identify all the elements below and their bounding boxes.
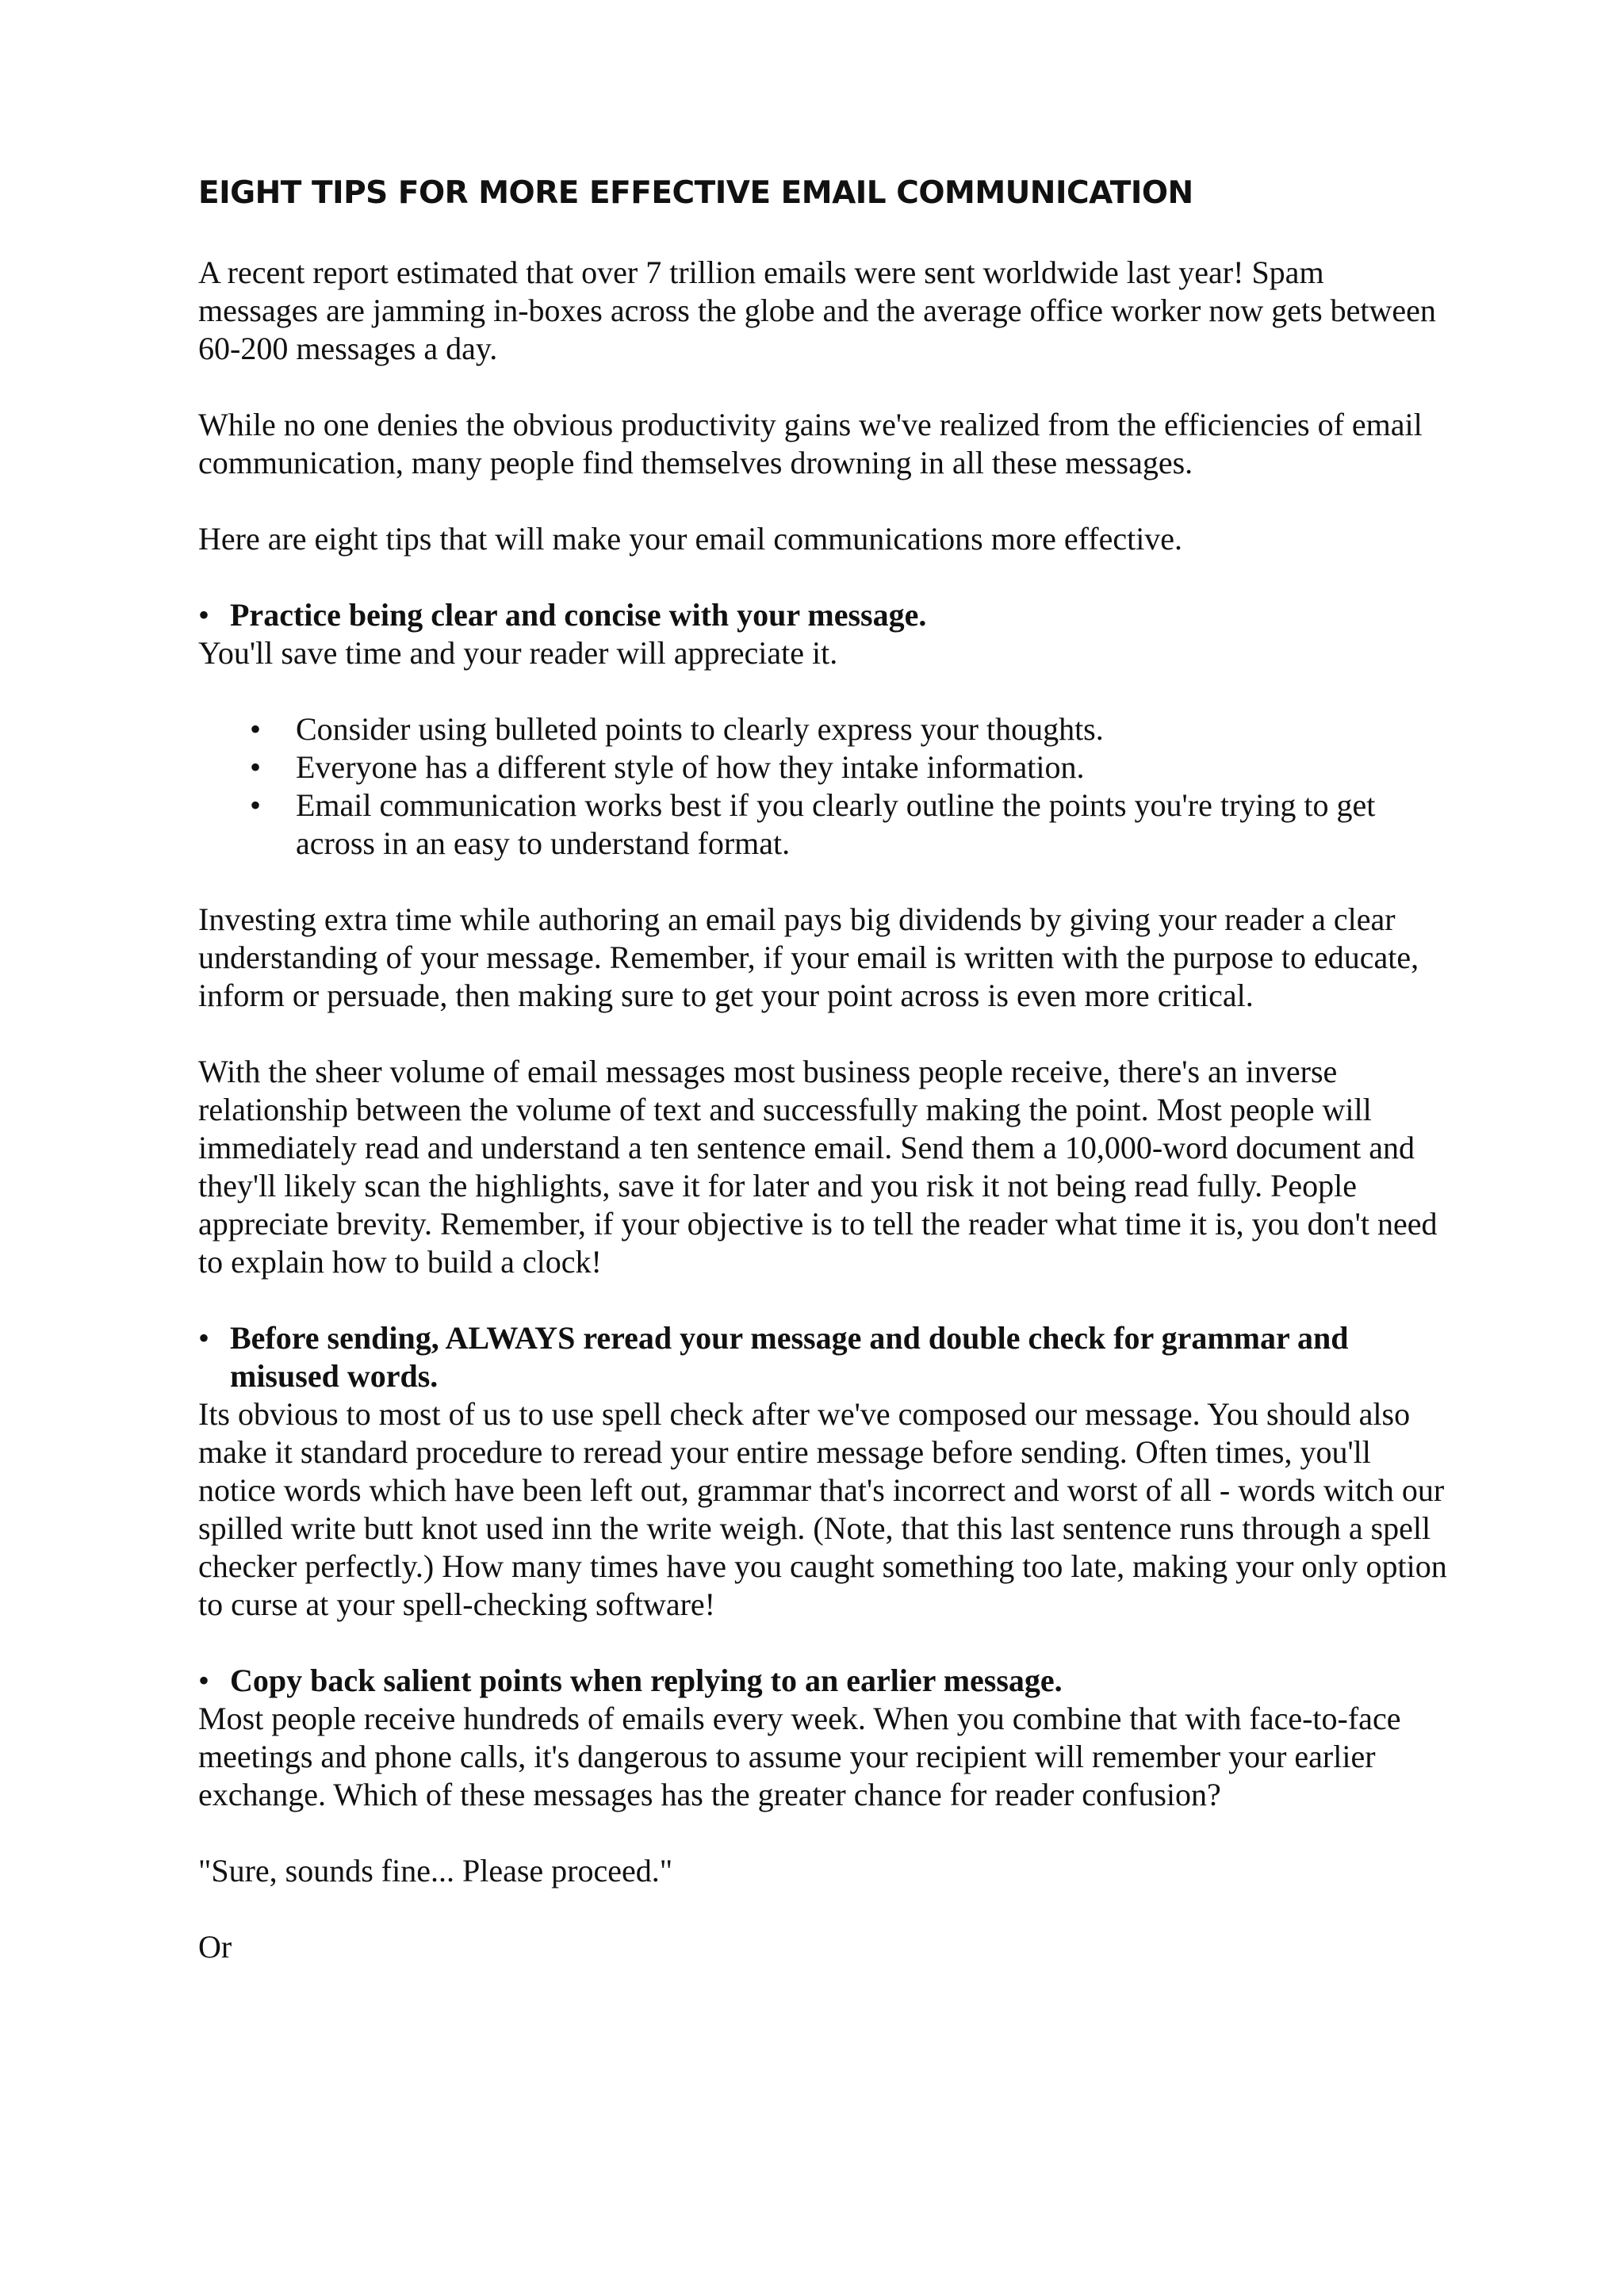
intro-paragraph-2: While no one denies the obvious productivity gains we've realized from the efficiencies of email communication, many people find themselves drowning in all these messages. — [198, 407, 1423, 480]
tip-2-heading-text: Before sending, ALWAYS reread your message and double check for grammar and misused words. — [230, 1320, 1349, 1394]
list-item-text: Consider using bulleted points to clearly express your thoughts. — [296, 711, 1104, 747]
bullet-icon: • — [198, 1663, 210, 1698]
tip-3-body: Most people receive hundreds of emails every week. When you combine that with face-to-face meetings and phone calls, it's dangerous to assume your recipient will remember your earlier exchange. Which of these messages has the greater chance for reader confusion? — [198, 1701, 1401, 1812]
tip-3-heading-text: Copy back salient points when replying to an earlier message. — [230, 1663, 1063, 1698]
tip-1-heading — [198, 596, 1451, 634]
document-title: EIGHT TIPS FOR MORE EFFECTIVE EMAIL COMMUNICATION — [198, 175, 1193, 211]
list-item — [198, 710, 1451, 748]
tip-2-heading — [198, 1319, 1451, 1395]
bullet-icon: • — [198, 1320, 210, 1356]
bullet-icon: • — [250, 787, 262, 823]
tip-1-paragraph-2: With the sheer volume of email messages most business people receive, there's an inverse relationship between the volume of text and successfully making the point. Most people will immediately read and understand a ten sentence email. Send them a 10,000-word document and they'll likely scan the highlights, save it for later and you risk it not being read fully. People appreciate brevity. Remember, if your objective is to tell the reader what time it is, you don't need to explain how to build a clock! — [198, 1054, 1438, 1280]
list-item — [198, 786, 1451, 863]
tip-2-body: Its obvious to most of us to use spell check after we've composed our message. You should also make it standard procedure to reread your entire message before sending. Often times, you'll notice words which have been left out, grammar that's incorrect and worst of all - words witch our spilled write butt knot used inn the write weigh. (Note, that this last sentence runs through a spell checker perfectly.) How many times have you caught something too late, making your only option to curse at your spell-checking software! — [198, 1396, 1447, 1622]
bullet-icon: • — [198, 597, 210, 633]
document-page — [198, 174, 1451, 2004]
tip-3-heading — [198, 1662, 1451, 1700]
tip-1-heading-text: Practice being clear and concise with your message. — [230, 597, 927, 633]
bullet-icon: • — [250, 711, 262, 747]
intro-paragraph-1: A recent report estimated that over 7 trillion emails were sent worldwide last year! Spam messages are jamming in-boxes across the globe and the average office worker now gets between 60-200 messages a day. — [198, 254, 1436, 366]
list-item — [198, 748, 1451, 786]
list-item-text: Email communication works best if you clearly outline the points you're trying to get across in an easy to understand format. — [296, 787, 1376, 861]
bullet-icon: • — [250, 749, 262, 785]
or-text: Or — [198, 1929, 232, 1965]
tip-1-paragraph-1: Investing extra time while authoring an email pays big dividends by giving your reader a clear understanding of your message. Remember, if your email is written with the purpose to educate, inform or persuade, then making sure to get your point across is even more critical. — [198, 901, 1419, 1013]
intro-paragraph-3: Here are eight tips that will make your email communications more effective. — [198, 521, 1183, 557]
tip-1-body: You'll save time and your reader will appreciate it. — [198, 635, 838, 671]
tip-1-points-list — [198, 710, 1451, 863]
example-quote: "Sure, sounds fine... Please proceed." — [198, 1853, 673, 1888]
list-item-text: Everyone has a different style of how they intake information. — [296, 749, 1085, 785]
